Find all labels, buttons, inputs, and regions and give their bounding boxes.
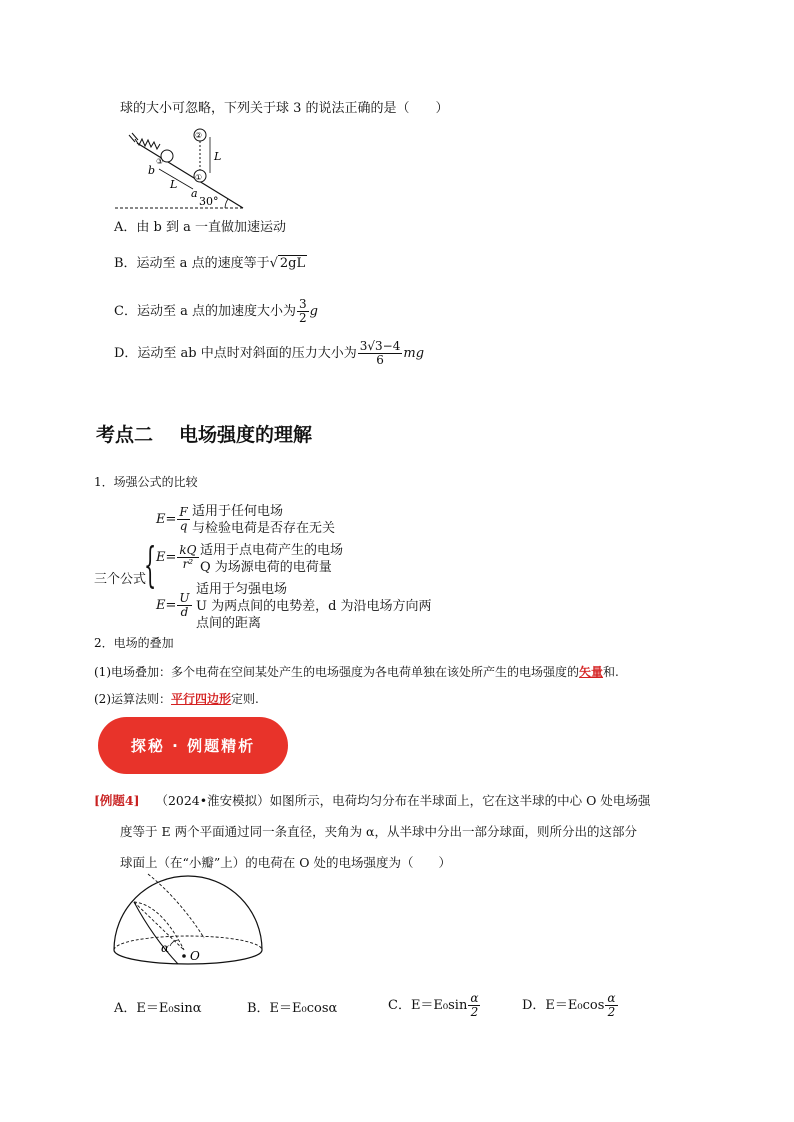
center-o-label: O xyxy=(190,949,200,963)
formula-1-note-2: 与检验电荷是否存在无关 xyxy=(192,521,336,536)
keyword-vector: 矢量 xyxy=(579,665,604,679)
formula-group-label: 三个公式 xyxy=(94,572,147,587)
formula-2-note-2: Q 为场源电荷的电荷量 xyxy=(200,560,332,575)
label-a: a xyxy=(191,187,198,200)
option-d[interactable] xyxy=(114,340,424,367)
frac-den: 6 xyxy=(376,353,384,367)
frac-num: 3√3−4 xyxy=(359,339,401,353)
section-heading xyxy=(96,420,312,447)
formula-2-lhs: E= xyxy=(156,550,177,565)
section-title: 电场强度的理解 xyxy=(179,424,313,446)
section-number: 考点二 xyxy=(96,424,154,446)
formula-3-fraction xyxy=(177,592,191,619)
p2-suffix: 定则. xyxy=(231,692,259,706)
option-d-fraction xyxy=(605,992,617,1019)
example4-text-1: （2024•淮安模拟）如图所示，电荷均匀分布在半球面上，它在这半球的中心 O 处电场强 xyxy=(155,793,651,808)
question-stem-tail: 球的大小可忽略，下列关于球 3 的说法正确的是（ ） xyxy=(120,101,449,116)
option-c-prefix: C．E＝E₀sin xyxy=(388,998,468,1013)
label-angle: 30° xyxy=(199,195,219,208)
ball-2-label: ② xyxy=(195,131,203,140)
formula-1-lhs: E= xyxy=(156,512,177,527)
ball-3-label: ③ xyxy=(156,157,164,166)
example4-option-a[interactable]: A．E＝E₀sinα xyxy=(114,1001,202,1016)
label-l-vertical: L xyxy=(214,150,222,163)
part2-heading: 2．电场的叠加 xyxy=(94,636,174,650)
frac-den: 2 xyxy=(607,1005,616,1019)
option-d-fraction xyxy=(358,340,403,367)
frac-den: d xyxy=(180,605,189,619)
p1-prefix: (1)电场叠加：多个电荷在空间某处产生的电场强度为各电荷单独在该处所产生的电场强度的 xyxy=(94,665,580,679)
formula-1-note-1: 适用于任何电场 xyxy=(192,504,284,519)
frac-num: α xyxy=(607,991,616,1005)
frac-den: 2 xyxy=(470,1005,479,1019)
sqrt-sign: √ xyxy=(269,256,278,271)
example4-option-b[interactable]: B．E＝E₀cosα xyxy=(247,1001,338,1016)
option-c-fraction xyxy=(297,298,309,325)
example4-option-d[interactable] xyxy=(522,992,619,1019)
option-d-prefix: D．E＝E₀cos xyxy=(522,998,605,1013)
option-c[interactable] xyxy=(114,298,318,325)
frac-num: F xyxy=(179,505,188,519)
frac-den: q xyxy=(179,519,188,533)
option-c-fraction xyxy=(468,992,480,1019)
formula-2-fraction xyxy=(177,544,198,571)
part2-paragraph-1 xyxy=(94,663,619,681)
frac-den: 2 xyxy=(298,311,307,325)
outer-brace: { xyxy=(144,537,157,593)
label-b: b xyxy=(148,164,156,177)
p1-suffix: 和. xyxy=(603,665,619,679)
incline-figure xyxy=(115,125,255,215)
frac-num: 3 xyxy=(298,297,307,311)
formula-comparison xyxy=(94,500,514,640)
example4-line-1 xyxy=(94,792,650,810)
option-c-suffix: g xyxy=(309,304,318,319)
formula-1 xyxy=(156,506,191,533)
frac-num: kQ xyxy=(179,543,197,557)
frac-num: α xyxy=(470,991,479,1005)
ball-1-label: ① xyxy=(195,173,203,182)
formula-2 xyxy=(156,544,200,571)
part1-heading: 1．场强公式的比较 xyxy=(94,475,198,489)
option-b-radicand: 2gL xyxy=(279,256,306,271)
option-c-prefix: C．运动至 a 点的加速度大小为 xyxy=(114,304,296,319)
example-banner: 探秘 · 例题精析 xyxy=(98,717,288,774)
frac-den: r² xyxy=(182,557,194,571)
example4-line-3: 球面上（在“小瓣”上）的电荷在 O 处的电场强度为（ ） xyxy=(120,855,451,870)
frac-num: U xyxy=(179,591,190,605)
formula-3-lhs: E= xyxy=(156,598,177,613)
formula-3-note-1: 适用于匀强电场 xyxy=(196,582,288,597)
example-tag: [例题4] xyxy=(94,793,140,808)
formula-3-note-2: U 为两点间的电势差，d 为沿电场方向两 xyxy=(196,599,432,614)
option-a[interactable]: A．由 b 到 a 一直做加速运动 xyxy=(114,220,286,235)
p2-prefix: (2)运算法则： xyxy=(94,692,171,706)
option-d-suffix: mg xyxy=(403,346,425,361)
alpha-label: α xyxy=(161,941,170,955)
formula-3-note-3: 点间的距离 xyxy=(196,616,262,631)
option-d-prefix: D．运动至 ab 中点时对斜面的压力大小为 xyxy=(114,346,357,361)
keyword-parallelogram: 平行四边形 xyxy=(171,692,232,706)
hemisphere-figure xyxy=(108,868,268,968)
option-b-prefix: B．运动至 a 点的速度等于 xyxy=(114,256,270,271)
part2-paragraph-2 xyxy=(94,690,259,708)
formula-2-note-1: 适用于点电荷产生的电场 xyxy=(200,543,344,558)
label-l-slope: L xyxy=(170,178,178,191)
example4-line-2: 度等于 E 两个平面通过同一条直径，夹角为 α，从半球中分出一部分球面，则所分出的这部分 xyxy=(120,824,637,839)
formula-3 xyxy=(156,592,193,619)
formula-1-fraction xyxy=(177,506,189,533)
option-b[interactable] xyxy=(114,255,307,273)
example4-option-c[interactable] xyxy=(388,992,481,1019)
